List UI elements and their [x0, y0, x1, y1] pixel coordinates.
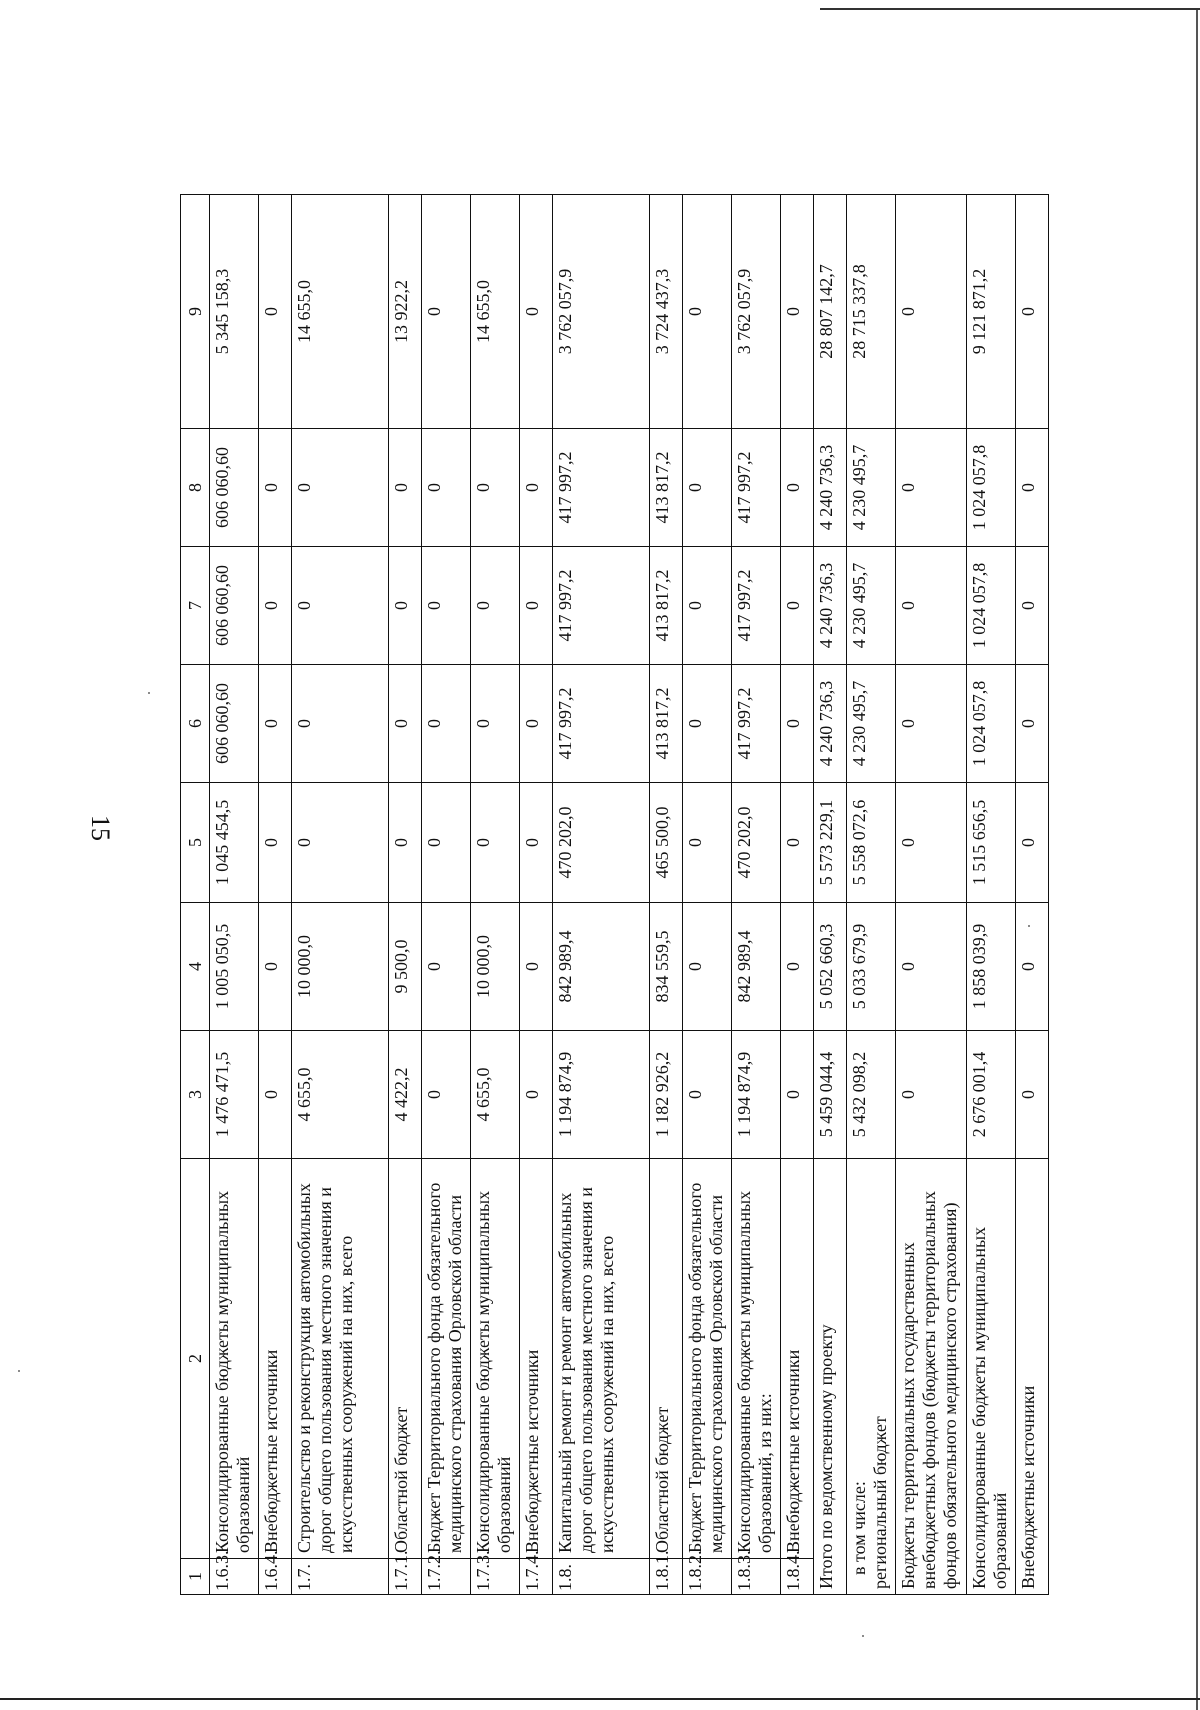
value-cell: 3 724 437,3	[650, 195, 683, 429]
scan-edge-bottom	[0, 1698, 1200, 1700]
value-cell: 0	[781, 903, 814, 1031]
value-cell: 0	[389, 429, 422, 547]
value-cell: 1 182 926,2	[650, 1031, 683, 1159]
value-cell: 413 817,2	[650, 547, 683, 665]
value-cell: 0	[781, 429, 814, 547]
value-cell: 0	[292, 547, 389, 665]
value-cell: 4 240 736,3	[814, 665, 847, 783]
value-cell: 0	[259, 547, 292, 665]
row-name: Внебюджетные источники	[781, 1159, 814, 1559]
value-cell: 1 476 471,5	[210, 1031, 259, 1159]
value-cell: 0	[683, 903, 732, 1031]
value-cell: 14 655,0	[471, 195, 520, 429]
value-cell: 0	[896, 195, 967, 429]
value-cell: 0	[683, 547, 732, 665]
value-cell: 5 459 044,4	[814, 1031, 847, 1159]
value-cell: 28 807 142,7	[814, 195, 847, 429]
value-cell: 1 005 050,5	[210, 903, 259, 1031]
value-cell: 0	[422, 547, 471, 665]
value-cell: 10 000,0	[471, 903, 520, 1031]
value-cell: 4 422,2	[389, 1031, 422, 1159]
value-cell: 0	[520, 783, 553, 903]
municipal-label: Консолидированные бюджеты муниципальных образований	[967, 1159, 1016, 1595]
value-cell: 0	[781, 547, 814, 665]
header-cell: 9	[181, 195, 210, 429]
value-cell: 0	[896, 547, 967, 665]
value-cell: 0	[471, 665, 520, 783]
funds-row	[896, 195, 967, 1595]
value-cell: 2 676 001,4	[967, 1031, 1016, 1159]
value-cell: 842 989,4	[732, 903, 781, 1031]
regional-budget-label	[847, 1159, 896, 1595]
value-cell: 417 997,2	[732, 665, 781, 783]
value-cell: 10 000,0	[292, 903, 389, 1031]
header-cell: 1	[181, 1559, 210, 1595]
value-cell: 0	[389, 665, 422, 783]
value-cell: 417 997,2	[553, 665, 650, 783]
value-cell: 0	[781, 665, 814, 783]
value-cell: 0	[683, 783, 732, 903]
value-cell: 0	[683, 429, 732, 547]
budget-table-rotated	[180, 195, 1038, 1595]
row-name: Областной бюджет	[389, 1159, 422, 1559]
value-cell: 3 762 057,9	[553, 195, 650, 429]
value-cell: 413 817,2	[650, 665, 683, 783]
value-cell: 0	[471, 429, 520, 547]
row-name: Бюджет Территориального фонда обязательного медицинского страхования Орловской области	[683, 1159, 732, 1559]
value-cell: 0	[781, 783, 814, 903]
value-cell: 5 052 660,3	[814, 903, 847, 1031]
value-cell: 0	[422, 665, 471, 783]
value-cell: 0	[781, 195, 814, 429]
value-cell: 0	[422, 1031, 471, 1159]
offbudget-row	[1016, 195, 1049, 1595]
row-name: Внебюджетные источники	[520, 1159, 553, 1559]
value-cell: 0	[1016, 195, 1049, 429]
value-cell: 13 922,2	[389, 195, 422, 429]
municipal-row	[967, 195, 1016, 1595]
value-cell: 0	[683, 195, 732, 429]
value-cell: 0	[520, 665, 553, 783]
value-cell: 470 202,0	[732, 783, 781, 903]
value-cell: 4 230 495,7	[847, 665, 896, 783]
value-cell: 606 060,60	[210, 429, 259, 547]
row-code: 1.7.4.	[520, 1559, 553, 1595]
value-cell: 4 655,0	[292, 1031, 389, 1159]
value-cell: 0	[683, 1031, 732, 1159]
header-cell: 3	[181, 1031, 210, 1159]
value-cell: 4 655,0	[471, 1031, 520, 1159]
table-row	[210, 195, 259, 1595]
value-cell: 842 989,4	[553, 903, 650, 1031]
value-cell: 4 230 495,7	[847, 429, 896, 547]
value-cell: 9 121 871,2	[967, 195, 1016, 429]
value-cell: 0	[422, 783, 471, 903]
row-code: 1.8.1.	[650, 1559, 683, 1595]
value-cell: 413 817,2	[650, 429, 683, 547]
value-cell: 0	[520, 1031, 553, 1159]
value-cell: 9 500,0	[389, 903, 422, 1031]
value-cell: 834 559,5	[650, 903, 683, 1031]
value-cell: 0	[422, 195, 471, 429]
value-cell: 5 432 098,2	[847, 1031, 896, 1159]
value-cell: 3 762 057,9	[732, 195, 781, 429]
value-cell: 5 573 229,1	[814, 783, 847, 903]
value-cell: 14 655,0	[292, 195, 389, 429]
scan-speck	[148, 692, 150, 694]
value-cell: 0	[896, 783, 967, 903]
value-cell: 0	[520, 547, 553, 665]
value-cell: 0	[520, 429, 553, 547]
value-cell: 0	[259, 783, 292, 903]
header-cell: 7	[181, 547, 210, 665]
value-cell: 0	[389, 783, 422, 903]
value-cell: 0	[896, 429, 967, 547]
value-cell: 1 045 454,5	[210, 783, 259, 903]
value-cell: 1 024 057,8	[967, 665, 1016, 783]
value-cell: 470 202,0	[553, 783, 650, 903]
row-code: 1.7.2.	[422, 1559, 471, 1595]
value-cell: 0	[422, 903, 471, 1031]
value-cell: 0	[1016, 665, 1049, 783]
value-cell: 0	[389, 547, 422, 665]
value-cell: 1 024 057,8	[967, 429, 1016, 547]
row-code: 1.7.1.	[389, 1559, 422, 1595]
scan-edge-top	[820, 8, 1200, 10]
value-cell: 0	[896, 1031, 967, 1159]
value-cell: 417 997,2	[732, 547, 781, 665]
value-cell: 0	[259, 903, 292, 1031]
row-code: 1.8.	[553, 1559, 650, 1595]
value-cell: 417 997,2	[553, 547, 650, 665]
header-cell: 5	[181, 783, 210, 903]
budget-table	[180, 194, 1049, 1595]
table-row	[781, 195, 814, 1595]
row-code: 1.8.2.	[683, 1559, 732, 1595]
value-cell: 0	[292, 665, 389, 783]
value-cell: 0	[1016, 1031, 1049, 1159]
header-cell: 8	[181, 429, 210, 547]
value-cell: 1 194 874,9	[553, 1031, 650, 1159]
header-cell: 6	[181, 665, 210, 783]
value-cell: 5 558 072,6	[847, 783, 896, 903]
value-cell: 4 240 736,3	[814, 429, 847, 547]
value-cell: 5 345 158,3	[210, 195, 259, 429]
header-cell: 2	[181, 1159, 210, 1559]
value-cell: 0	[1016, 547, 1049, 665]
value-cell: 0	[471, 547, 520, 665]
value-cell: 0	[1016, 903, 1049, 1031]
table-row	[292, 195, 389, 1595]
value-cell: 0	[422, 429, 471, 547]
row-name: Строительство и реконструкция автомобильных дорог общего пользования местного значения и искусственных сооружений на них, всего	[292, 1159, 389, 1559]
value-cell: 465 500,0	[650, 783, 683, 903]
value-cell: 28 715 337,8	[847, 195, 896, 429]
table-row	[259, 195, 292, 1595]
total-label: Итого по ведомственному проекту	[814, 1159, 847, 1595]
scan-speck	[18, 1370, 20, 1372]
row-name: Капитальный ремонт и ремонт автомобильных дорог общего пользования местного значения и искусственных сооружений на них, всего	[553, 1159, 650, 1559]
row-code: 1.7.3.	[471, 1559, 520, 1595]
row-code: 1.6.3.	[210, 1559, 259, 1595]
value-cell: 1 024 057,8	[967, 547, 1016, 665]
in-that-number-label: в том числе:	[849, 1481, 869, 1575]
table-row	[683, 195, 732, 1595]
value-cell: 0	[259, 1031, 292, 1159]
row-name: Консолидированные бюджеты муниципальных образований	[471, 1159, 520, 1559]
value-cell: 1 515 656,5	[967, 783, 1016, 903]
regional-budget-row	[847, 195, 896, 1595]
table-row	[422, 195, 471, 1595]
row-name: Бюджет Территориального фонда обязательного медицинского страхования Орловской области	[422, 1159, 471, 1559]
total-row	[814, 195, 847, 1595]
value-cell: 0	[520, 903, 553, 1031]
value-cell: 0	[471, 783, 520, 903]
value-cell: 0	[292, 429, 389, 547]
table-row	[520, 195, 553, 1595]
value-cell: 5 033 679,9	[847, 903, 896, 1031]
table-row	[553, 195, 650, 1595]
row-code: 1.6.4.	[259, 1559, 292, 1595]
header-cell: 4	[181, 903, 210, 1031]
value-cell: 0	[683, 665, 732, 783]
regional-budget-name: региональный бюджет	[870, 1416, 890, 1589]
header-row	[181, 195, 210, 1595]
value-cell: 0	[781, 1031, 814, 1159]
value-cell: 1 194 874,9	[732, 1031, 781, 1159]
row-code: 1.7.	[292, 1559, 389, 1595]
table-row	[471, 195, 520, 1595]
row-name: Внебюджетные источники	[259, 1159, 292, 1559]
offbudget-label: Внебюджетные источники	[1016, 1159, 1049, 1595]
table-row	[650, 195, 683, 1595]
value-cell: 417 997,2	[732, 429, 781, 547]
row-code: 1.8.3.	[732, 1559, 781, 1595]
value-cell: 0	[259, 665, 292, 783]
row-name: Консолидированные бюджеты муниципальных образований	[210, 1159, 259, 1559]
scan-edge-right	[1196, 10, 1198, 1710]
page-number: 15	[86, 815, 115, 841]
value-cell: 606 060,60	[210, 547, 259, 665]
table-row	[732, 195, 781, 1595]
value-cell: 0	[520, 195, 553, 429]
value-cell: 4 230 495,7	[847, 547, 896, 665]
value-cell: 1 858 039,9	[967, 903, 1016, 1031]
value-cell: 0	[259, 429, 292, 547]
row-name: Областной бюджет	[650, 1159, 683, 1559]
value-cell: 606 060,60	[210, 665, 259, 783]
value-cell: 0	[1016, 783, 1049, 903]
row-code: 1.8.4.	[781, 1559, 814, 1595]
value-cell: 417 997,2	[553, 429, 650, 547]
row-name: Консолидированные бюджеты муниципальных образований, из них:	[732, 1159, 781, 1559]
value-cell: 0	[292, 783, 389, 903]
scan-speck	[862, 1635, 864, 1637]
funds-label: Бюджеты территориальных государственных внебюджетных фондов (бюджеты территориальных фондов обязательного медицинского страхования)	[896, 1159, 967, 1595]
value-cell: 0	[1016, 429, 1049, 547]
value-cell: 0	[896, 903, 967, 1031]
table-row	[389, 195, 422, 1595]
value-cell: 0	[259, 195, 292, 429]
value-cell: 0	[896, 665, 967, 783]
value-cell: 4 240 736,3	[814, 547, 847, 665]
